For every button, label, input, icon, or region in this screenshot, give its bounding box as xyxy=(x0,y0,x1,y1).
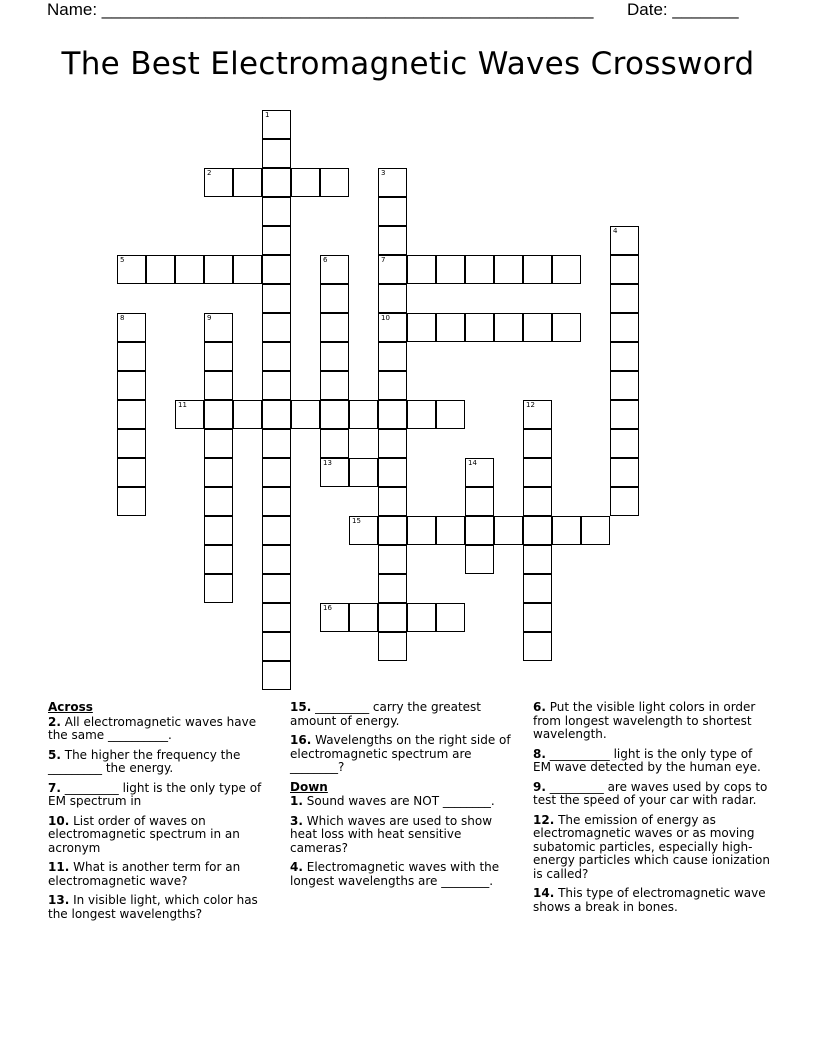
clue-number: 15 xyxy=(352,517,361,525)
crossword-cell[interactable] xyxy=(436,255,465,284)
crossword-cell[interactable] xyxy=(204,545,233,574)
crossword-cell[interactable] xyxy=(262,400,291,429)
crossword-cell[interactable] xyxy=(320,284,349,313)
page-title: The Best Electromagnetic Waves Crossword xyxy=(61,46,755,82)
crossword-cell[interactable] xyxy=(523,632,552,661)
clue-across-5: 5. The higher the frequency the _________ the energy. xyxy=(48,747,241,775)
crossword-cell[interactable] xyxy=(610,226,639,255)
crossword-cell[interactable] xyxy=(378,545,407,574)
crossword-cell[interactable] xyxy=(465,255,494,284)
crossword-cell[interactable] xyxy=(262,661,291,690)
clue-down-3: 3. Which waves are used to show heat loss with heat sensitive cameras? xyxy=(290,813,493,855)
crossword-cell[interactable] xyxy=(610,400,639,429)
crossword-cell[interactable] xyxy=(610,487,639,516)
clue-down-6: 6. Put the visible light colors in order from longest wavelength to shortest wavelength. xyxy=(533,700,756,741)
clue-number: 14 xyxy=(468,459,477,467)
clue-across-11: 11. What is another term for an electromagnetic wave? xyxy=(48,860,241,888)
clue-down-12: 12. The emission of energy as electromagnetic waves or as moving subatomic particles, especially high-energy particles which cause ionization is called? xyxy=(533,812,770,881)
crossword-cell[interactable] xyxy=(552,313,581,342)
crossword-cell[interactable] xyxy=(378,429,407,458)
clue-number: 5 xyxy=(120,256,125,264)
crossword-cell[interactable] xyxy=(204,429,233,458)
crossword-cell[interactable] xyxy=(523,313,552,342)
crossword-cell[interactable] xyxy=(349,400,378,429)
clue-down-1: 1. Sound waves are NOT ________. xyxy=(290,794,495,808)
crossword-cell[interactable] xyxy=(262,284,291,313)
crossword-cell[interactable] xyxy=(262,487,291,516)
crossword-cell[interactable] xyxy=(523,516,552,545)
clue-number: 7 xyxy=(381,256,386,264)
crossword-cell[interactable] xyxy=(320,255,349,284)
crossword-cell[interactable] xyxy=(436,603,465,632)
crossword-cell[interactable] xyxy=(378,255,407,284)
crossword-cell[interactable] xyxy=(262,197,291,226)
crossword-cell[interactable] xyxy=(610,313,639,342)
crossword-cell[interactable] xyxy=(204,574,233,603)
crossword-cell[interactable] xyxy=(175,400,204,429)
crossword-cell[interactable] xyxy=(117,313,146,342)
crossword-cell[interactable] xyxy=(262,371,291,400)
crossword-cell[interactable] xyxy=(320,400,349,429)
crossword-cell[interactable] xyxy=(523,487,552,516)
crossword-cell[interactable] xyxy=(262,226,291,255)
crossword-cell[interactable] xyxy=(610,429,639,458)
clue-across-10: 10. List order of waves on electromagnetic spectrum in an acronym xyxy=(48,813,240,855)
clues-column-1 xyxy=(48,701,273,927)
crossword-cell[interactable] xyxy=(465,545,494,574)
crossword-cell[interactable] xyxy=(320,168,349,197)
date-field-label: Date: _______ xyxy=(627,0,739,19)
crossword-cell[interactable] xyxy=(117,400,146,429)
crossword-cell[interactable] xyxy=(552,255,581,284)
crossword-cell[interactable] xyxy=(233,168,262,197)
crossword-cell[interactable] xyxy=(610,458,639,487)
crossword-cell[interactable] xyxy=(204,371,233,400)
crossword-cell[interactable] xyxy=(117,458,146,487)
crossword-cell[interactable] xyxy=(610,371,639,400)
crossword-cell[interactable] xyxy=(494,313,523,342)
clue-number: 10 xyxy=(381,314,390,322)
crossword-cell[interactable] xyxy=(146,255,175,284)
clue-down-9: 9. _________ are waves used by cops to test the speed of your car with radar. xyxy=(533,779,768,807)
crossword-cell[interactable] xyxy=(349,603,378,632)
crossword-cell[interactable] xyxy=(378,197,407,226)
crossword-cell[interactable] xyxy=(378,487,407,516)
clue-across-15: 15. _________ carry the greatest amount of energy. xyxy=(290,700,482,728)
crossword-cell[interactable] xyxy=(436,516,465,545)
crossword-cell[interactable] xyxy=(378,458,407,487)
clue-across-16: 16. Wavelengths on the right side of electromagnetic spectrum are ________? xyxy=(290,733,511,774)
crossword-cell[interactable] xyxy=(262,342,291,371)
crossword-cell[interactable] xyxy=(320,313,349,342)
crossword-cell[interactable] xyxy=(320,429,349,458)
crossword-cell[interactable] xyxy=(378,516,407,545)
crossword-cell[interactable] xyxy=(378,371,407,400)
clue-number: 9 xyxy=(207,314,212,322)
clue-number: 12 xyxy=(526,401,535,409)
crossword-cell[interactable] xyxy=(523,574,552,603)
clue-number: 1 xyxy=(265,111,270,119)
crossword-cell[interactable] xyxy=(262,429,291,458)
crossword-cell[interactable] xyxy=(262,255,291,284)
crossword-cell[interactable] xyxy=(349,458,378,487)
crossword-cell[interactable] xyxy=(291,168,320,197)
crossword-cell[interactable] xyxy=(465,487,494,516)
crossword-cell[interactable] xyxy=(320,603,349,632)
crossword-cell[interactable] xyxy=(320,458,349,487)
clues-column-2 xyxy=(290,701,520,894)
clue-number: 16 xyxy=(323,604,332,612)
crossword-cell[interactable] xyxy=(523,603,552,632)
clue-number: 4 xyxy=(613,227,618,235)
crossword-cell[interactable] xyxy=(204,516,233,545)
crossword-cell[interactable] xyxy=(494,516,523,545)
crossword-cell[interactable] xyxy=(291,400,320,429)
crossword-cell[interactable] xyxy=(378,342,407,371)
crossword-cell[interactable] xyxy=(465,313,494,342)
crossword-cell[interactable] xyxy=(523,545,552,574)
crossword-cell[interactable] xyxy=(407,516,436,545)
across-heading: Across xyxy=(48,700,93,714)
crossword-cell[interactable] xyxy=(378,226,407,255)
crossword-cell[interactable] xyxy=(117,487,146,516)
crossword-cell[interactable] xyxy=(349,516,378,545)
crossword-cell[interactable] xyxy=(378,632,407,661)
crossword-cell[interactable] xyxy=(581,516,610,545)
crossword-cell[interactable] xyxy=(465,458,494,487)
crossword-cell[interactable] xyxy=(320,342,349,371)
crossword-cell[interactable] xyxy=(117,255,146,284)
crossword-cell[interactable] xyxy=(204,168,233,197)
crossword-cell[interactable] xyxy=(262,603,291,632)
clue-number: 13 xyxy=(323,459,332,467)
clue-number: 2 xyxy=(207,169,212,177)
crossword-cell[interactable] xyxy=(262,545,291,574)
clue-number: 11 xyxy=(178,401,187,409)
clue-number: 6 xyxy=(323,256,328,264)
crossword-cell[interactable] xyxy=(262,110,291,139)
clue-number: 3 xyxy=(381,169,386,177)
crossword-cell[interactable] xyxy=(378,400,407,429)
clue-across-2: 2. All electromagnetic waves have the same __________. xyxy=(48,714,257,742)
crossword-cell[interactable] xyxy=(117,429,146,458)
crossword-cell[interactable] xyxy=(175,255,204,284)
crossword-cell[interactable] xyxy=(552,516,581,545)
name-field-label: Name: ____________________________________________________ xyxy=(47,0,594,19)
down-heading: Down xyxy=(290,779,328,794)
clue-down-14: 14. This type of electromagnetic wave shows a break in bones. xyxy=(533,886,766,914)
crossword-cell[interactable] xyxy=(262,168,291,197)
crossword-cell[interactable] xyxy=(523,255,552,284)
crossword-cell[interactable] xyxy=(117,371,146,400)
crossword-cell[interactable] xyxy=(233,255,262,284)
crossword-cell[interactable] xyxy=(494,255,523,284)
crossword-cell[interactable] xyxy=(523,400,552,429)
crossword-cell[interactable] xyxy=(407,603,436,632)
crossword-cell[interactable] xyxy=(407,400,436,429)
clue-number: 8 xyxy=(120,314,125,322)
crossword-cell[interactable] xyxy=(523,458,552,487)
clue-across-13: 13. In visible light, which color has the longest wavelengths? xyxy=(48,893,258,921)
clue-down-8: 8. __________ light is the only type of EM wave detected by the human eye. xyxy=(533,746,761,774)
crossword-cell[interactable] xyxy=(204,487,233,516)
crossword-cell[interactable] xyxy=(262,139,291,168)
crossword-cell[interactable] xyxy=(233,400,262,429)
crossword-cell[interactable] xyxy=(262,574,291,603)
crossword-cell[interactable] xyxy=(436,313,465,342)
crossword-cell[interactable] xyxy=(204,313,233,342)
crossword-cell[interactable] xyxy=(262,632,291,661)
clues-column-3 xyxy=(533,701,773,920)
crossword-cell[interactable] xyxy=(262,458,291,487)
crossword-cell[interactable] xyxy=(320,371,349,400)
crossword-cell[interactable] xyxy=(378,168,407,197)
crossword-cell[interactable] xyxy=(378,603,407,632)
crossword-cell[interactable] xyxy=(407,255,436,284)
crossword-cell[interactable] xyxy=(378,313,407,342)
crossword-cell[interactable] xyxy=(378,284,407,313)
crossword-cell[interactable] xyxy=(204,458,233,487)
crossword-cell[interactable] xyxy=(523,429,552,458)
crossword-cell[interactable] xyxy=(465,516,494,545)
crossword-cell[interactable] xyxy=(378,574,407,603)
crossword-cell[interactable] xyxy=(204,342,233,371)
crossword-cell[interactable] xyxy=(117,342,146,371)
crossword-cell[interactable] xyxy=(204,255,233,284)
clue-down-4: 4. Electromagnetic waves with the longest wavelengths are ________. xyxy=(290,860,500,888)
clue-across-7: 7. _________ light is the only type of EM spectrum in xyxy=(48,780,262,808)
crossword-cell[interactable] xyxy=(610,284,639,313)
crossword-cell[interactable] xyxy=(436,400,465,429)
crossword-cell[interactable] xyxy=(610,342,639,371)
crossword-cell[interactable] xyxy=(262,313,291,342)
crossword-cell[interactable] xyxy=(610,255,639,284)
crossword-cell[interactable] xyxy=(407,313,436,342)
crossword-cell[interactable] xyxy=(204,400,233,429)
crossword-cell[interactable] xyxy=(262,516,291,545)
